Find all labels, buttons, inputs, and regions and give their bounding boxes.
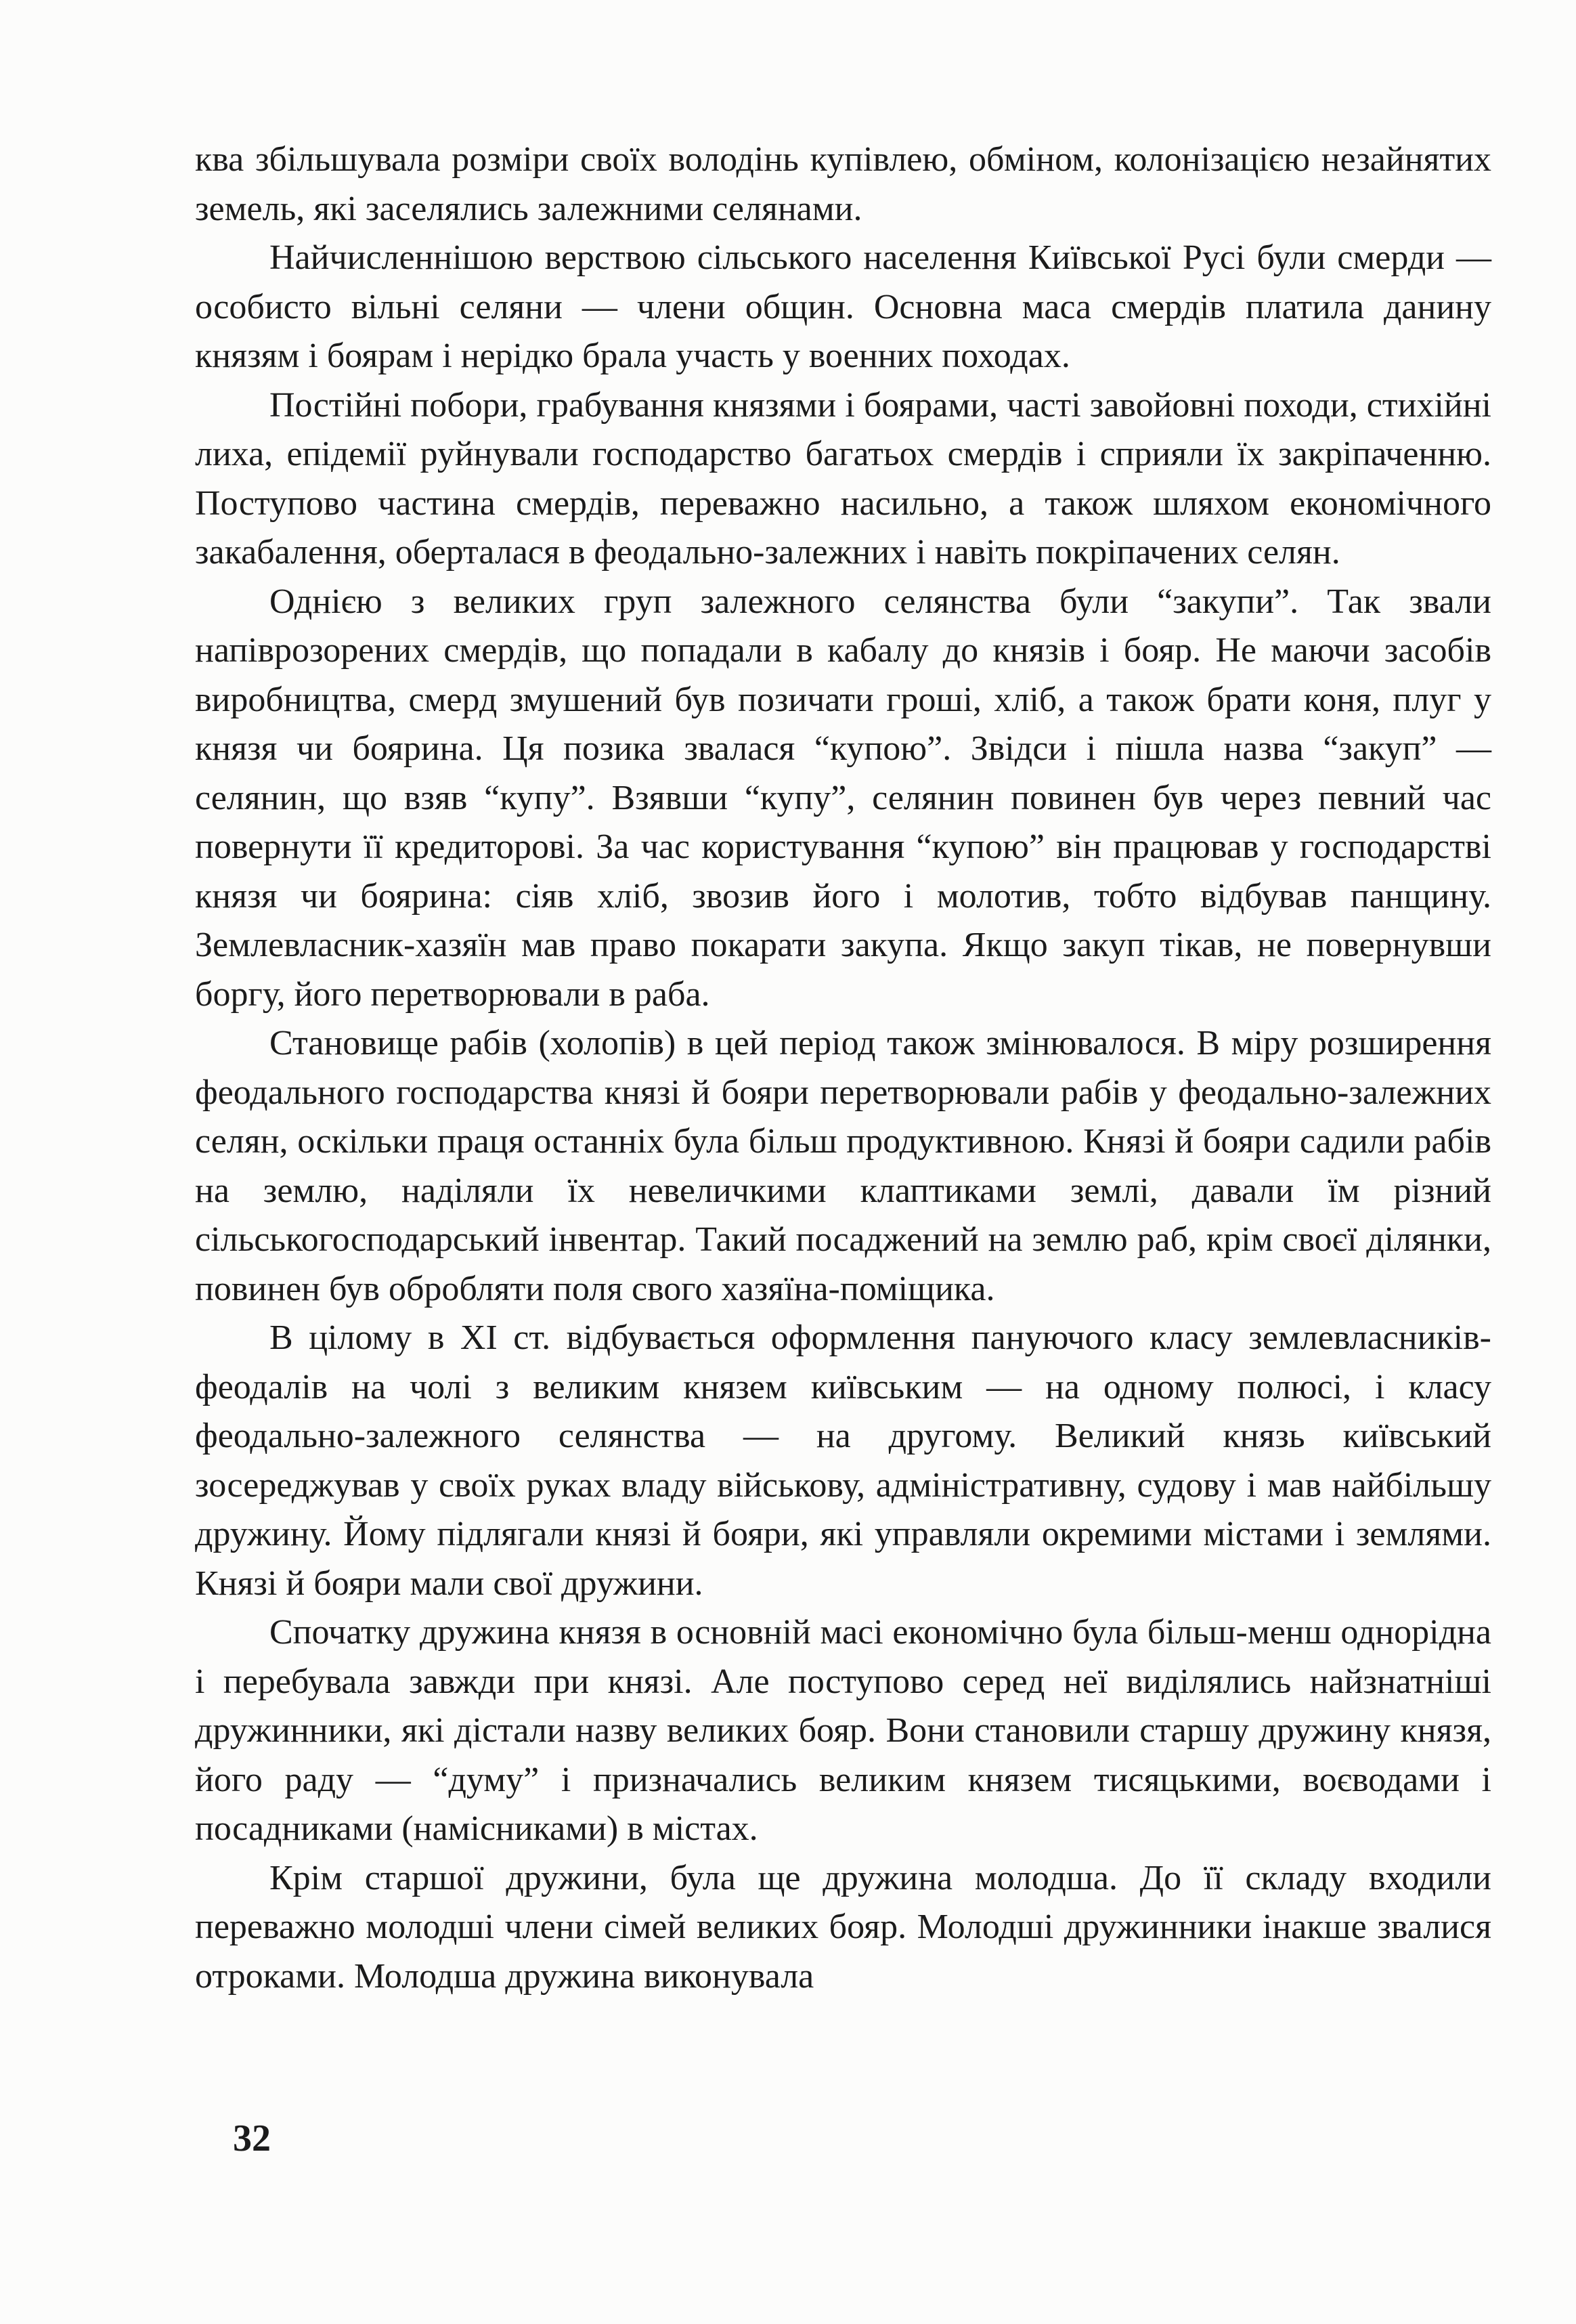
paragraph-5: Становище рабів (холопів) в цей період також змінювалося. В міру розширення феодального господарства князі й бояри перетворювали рабів у феодально-залежних селян, оскільки праця останніх була більш продуктивною. Князі й бояри садили рабів на землю, наділяли їх невеличкими клаптиками землі, давали їм різний сільськогосподарський інвентар. Такий посаджений на землю раб, крім своєї ділянки, повинен був обробляти поля свого хазяїна-поміщика. <box>195 1024 1491 1308</box>
paragraph-1: ква збільшувала розміри своїх володінь купівлею, обміном, колонізацією незайнятих земель, які заселялись залежними селянами. <box>195 140 1491 228</box>
page-number: 32 <box>233 2117 271 2159</box>
paragraph-8: Крім старшої дружини, була ще дружина молодша. До її складу входили переважно молодші члени сімей великих бояр. Молодші дружинники інакше звалися отроками. Молодша дружина виконувала <box>195 1858 1491 1996</box>
body-text <box>195 135 1491 2001</box>
paragraph-7: Спочатку дружина князя в основній масі економічно була більш-менш однорідна і перебувала завжди при князі. Але поступово серед неї виділялись найзнатніші дружинники, які дістали назву великих бояр. Вони становили старшу дружину князя, його раду — “думу” і призначались великим князем тисяцькими, воєводами і посадниками (намісниками) в містах. <box>195 1613 1491 1848</box>
paragraph-3: Постійні побори, грабування князями і боярами, часті завойовні походи, стихійні лиха, епідемії руйнували господарство багатьох смердів і сприяли їх закріпаченню. Поступово частина смердів, переважно насильно, а також шляхом економічного закабалення, оберталася в феодально-залежних і навіть покріпачених селян. <box>195 385 1491 572</box>
paragraph-4: Однією з великих груп залежного селянства були “закупи”. Так звали напіврозорених смердів, що попадали в кабалу до князів і бояр. Не маючи засобів виробництва, смерд змушений був позичати гроші, хліб, а також брати коня, плуг у князя чи боярина. Ця позика звалася “купою”. Звідси і пішла назва “закуп” — селянин, що взяв “купу”. Взявши “купу”, селянин повинен був через певний час повернути її кредиторові. За час користування “купою” він працював у господарстві князя чи боярина: сіяв хліб, звозив його і молотив, тобто відбував панщину. Землевласник-хазяїн мав право покарати закупа. Якщо закуп тікав, не повернувши боргу, його перетворювали в раба. <box>195 582 1491 1014</box>
paragraph-6: В цілому в XI ст. відбувається оформлення пануючого класу землевласників-феодалів на чолі з великим князем київським — на одному полюсі, і класу феодально-залежного селянства — на другому. Великий князь київський зосереджував у своїх руках владу військову, адміністративну, судову і мав найбільшу дружину. Йому підлягали князі й бояри, які управляли окремими містами і землями. Князі й бояри мали свої дружини. <box>195 1318 1491 1603</box>
paragraph-2: Найчисленнішою верствою сільського населення Київської Русі були смерди — особисто вільні селяни — члени общин. Основна маса смердів платила данину князям і боярам і нерідко брала участь у военних походах. <box>195 238 1491 375</box>
